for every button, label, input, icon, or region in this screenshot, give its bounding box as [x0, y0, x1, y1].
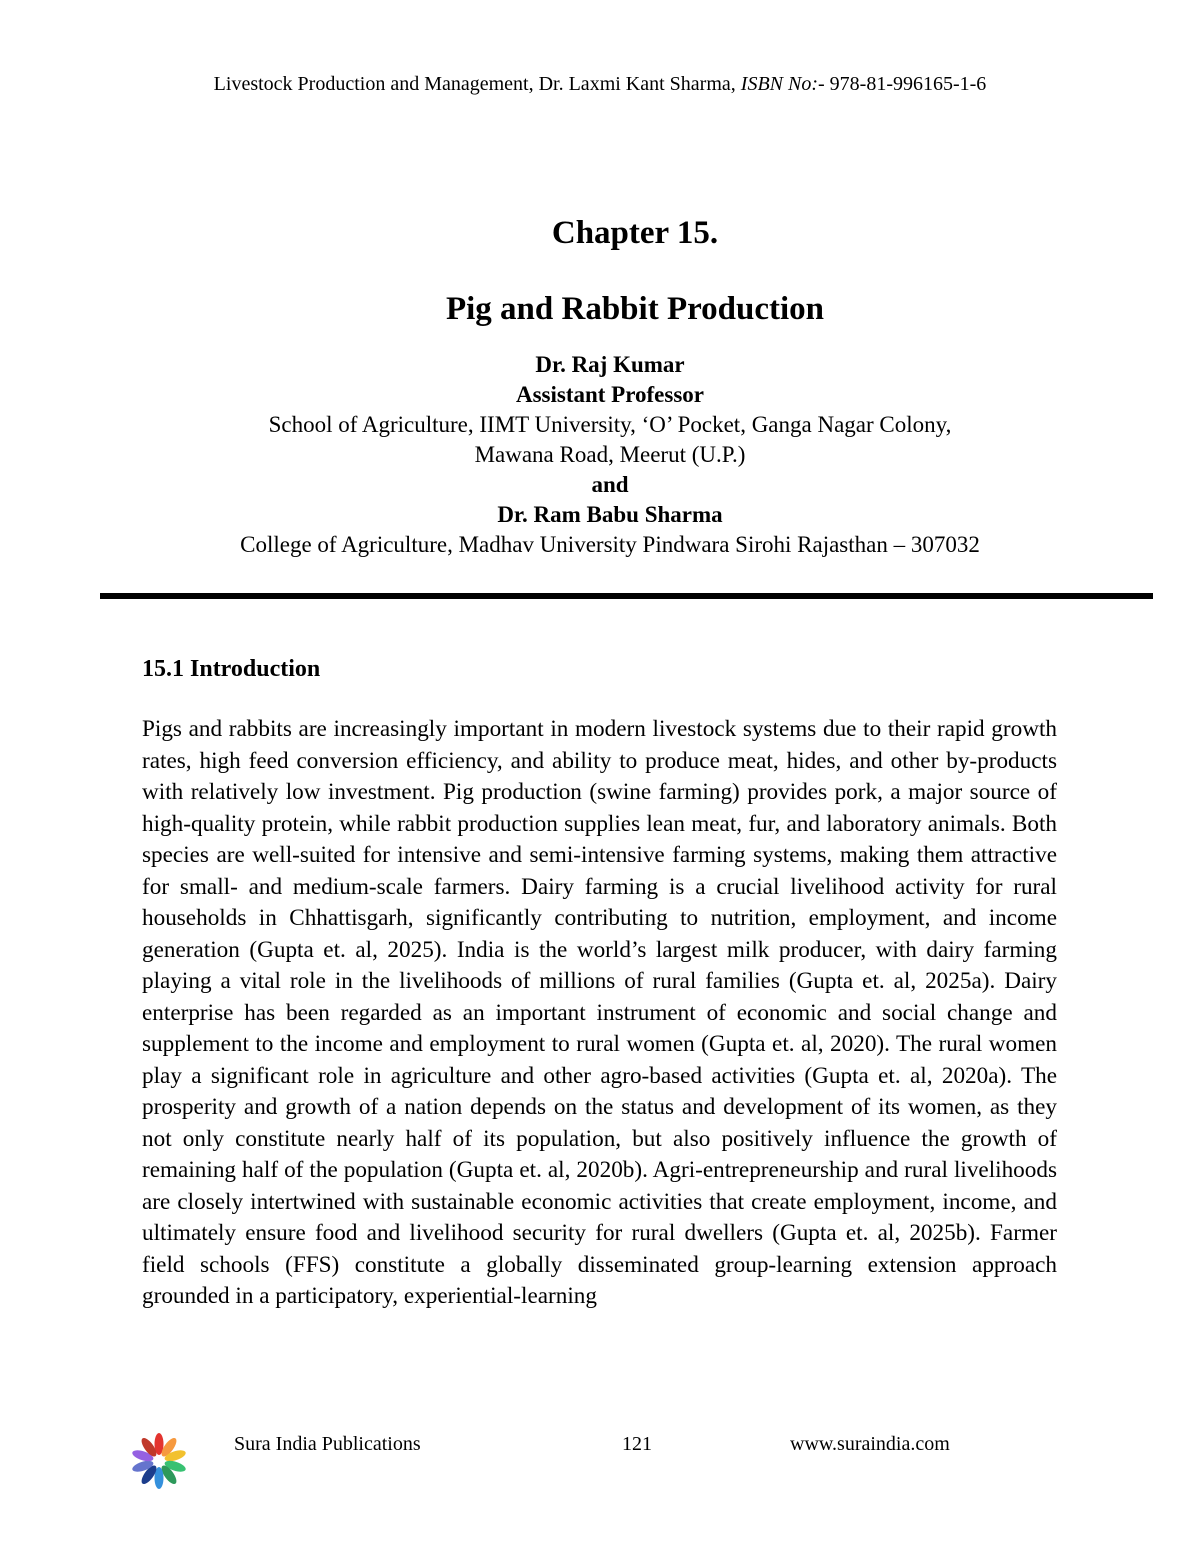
running-header: [0, 70, 1200, 98]
author-conjunction: and: [591, 472, 629, 497]
footer-website: www.suraindia.com: [790, 1433, 950, 1455]
chapter-title: Pig and Rabbit Production: [445, 291, 825, 327]
chapter-number: Chapter 15.: [551, 215, 719, 251]
isbn-value: - 978-81-996165-1-6: [818, 73, 987, 95]
author1-affiliation-line2: Mawana Road, Meerut (U.P.): [474, 442, 746, 467]
chapter-title-block: [60, 208, 1200, 334]
author1-affiliation-line1: School of Agriculture, IIMT University, ‘O’ Pocket, Ganga Nagar Colony,: [268, 412, 952, 437]
author1-name: Dr. Raj Kumar: [535, 352, 685, 377]
section-heading: 15.1 Introduction: [142, 656, 321, 682]
author1-title: Assistant Professor: [515, 382, 705, 407]
author2-name: Dr. Ram Babu Sharma: [497, 502, 723, 527]
footer-page-number: 121: [622, 1433, 652, 1455]
footer-publisher: Sura India Publications: [234, 1433, 421, 1455]
author2-affiliation: College of Agriculture, Madhav University Pindwara Sirohi Rajasthan – 307032: [240, 532, 980, 557]
running-header-text: Livestock Production and Management, Dr. Laxmi Kant Sharma,: [213, 73, 741, 95]
sura-flower-logo-icon: [128, 1430, 190, 1492]
introduction-paragraph: Pigs and rabbits are increasingly important in modern livestock systems due to their rapid growth rates, high feed conversion efficiency, and ability to produce meat, hides, and other by-products with relatively low investment. Pig production (swine farming) provides pork, a major source of high-quality protein, while rabbit production supplies lean meat, fur, and laboratory animals. Both species are well-suited for intensive and semi-intensive farming systems, making them attractive for small- and medium-scale farmers. Dairy farming is a crucial livelihood activity for rural households in Chhattisgarh, significantly contributing to nutrition, employment, and income generation (Gupta et. al, 2025). India is the world’s largest milk producer, with dairy farming playing a vital role in the livelihoods of millions of rural families (Gupta et. al, 2025a). Dairy enterprise has been regarded as an important instrument of economic and social change and supplement to the income and employment to rural women (Gupta et. al, 2020). The rural women play a significant role in agriculture and other agro-based activities (Gupta et. al, 2020a). The prosperity and growth of a nation depends on the status and development of its women, as they not only constitute nearly half of its population, but also positively influence the growth of remaining half of the population (Gupta et. al, 2020b). Agri-entrepreneurship and rural livelihoods are closely intertwined with sustainable economic activities that create employment, income, and ultimately ensure food and livelihood security for rural dwellers (Gupta et. al, 2025b). Farmer field schools (FFS) constitute a globally disseminated group-learning extension approach grounded in a participatory, experiential-learning: [142, 716, 1057, 1309]
author-block: [60, 350, 1160, 560]
page-footer: [0, 1420, 1200, 1490]
header-divider: [100, 593, 1153, 599]
isbn-label: ISBN No:: [740, 73, 818, 95]
